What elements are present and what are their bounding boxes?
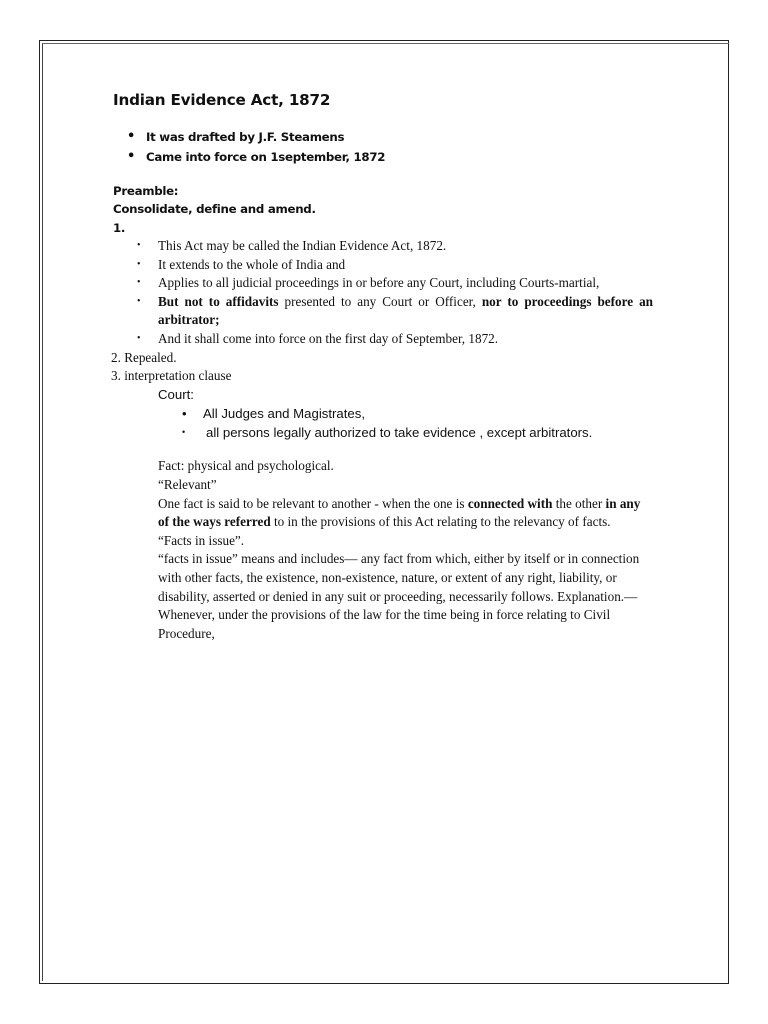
- item-text-bold: But not to affidavits: [158, 293, 279, 309]
- item-text-bold: nor to proceedings before an arbitrator;: [158, 293, 654, 328]
- definition-text: the other: [552, 495, 606, 511]
- definition-text: to in the provisions of this Act relating to the relevancy of facts.: [270, 514, 611, 530]
- court-block: [158, 386, 673, 443]
- court-list-item: • all persons legally authorized to take evidence , except arbitrators.: [158, 423, 673, 442]
- fact-line: Fact: physical and psychological.: [158, 458, 334, 474]
- definition-text-bold: connected with: [467, 495, 553, 511]
- relevant-definition: [158, 495, 653, 532]
- definition-text-bold: in any of the ways referred: [158, 495, 641, 530]
- section-one-item: [113, 293, 673, 330]
- court-list: [158, 404, 673, 442]
- section-one-item: [113, 256, 673, 275]
- preamble-text: Consolidate, define and amend.: [113, 202, 316, 217]
- relevant-heading: “Relevant”: [158, 477, 217, 493]
- section-three: 3. interpretation clause: [111, 368, 232, 384]
- item-text: It extends to the whole of India and: [158, 256, 346, 272]
- section-one-item: [113, 237, 673, 256]
- intro-bullet-item: • Came into force on 1september, 1872: [113, 147, 673, 167]
- section-one-item: [113, 330, 673, 349]
- section-one-label: 1.: [113, 220, 126, 235]
- facts-in-issue-definition: “facts in issue” means and includes— any fact from which, either by itself or in connection with other facts, the existence, non-existence, nature, or extent of any right, liability, or disability, asserted or denied in any suit or proceeding, necessarily follows. Explanation.— Whenever, under the provisions of the law for the time being in force relating to Civil Procedure,: [158, 551, 640, 641]
- document-title: Indian Evidence Act, 1872: [113, 91, 331, 109]
- preamble-label: Preamble:: [113, 183, 179, 198]
- section-two: 2. Repealed.: [111, 349, 177, 365]
- court-list-item: • All Judges and Magistrates,: [158, 404, 673, 423]
- facts-in-issue-heading: “Facts in issue”.: [158, 532, 245, 548]
- fact-block: [158, 457, 653, 643]
- court-label: Court:: [158, 386, 194, 402]
- item-text: And it shall come into force on the first day of September, 1872.: [158, 331, 499, 347]
- intro-bullet-item: • It was drafted by J.F. Steamens: [113, 127, 673, 147]
- document-body: [113, 91, 673, 643]
- item-text: Applies to all judicial proceedings in or before any Court, including Courts-martial,: [158, 275, 600, 291]
- section-one-list: [113, 237, 673, 349]
- item-text: This Act may be called the Indian Evidence Act, 1872.: [158, 238, 447, 254]
- item-text: presented to any Court or Officer,: [278, 293, 482, 309]
- intro-bullet-list: [113, 127, 673, 167]
- definition-text: One fact is said to be relevant to another - when the one is: [158, 495, 468, 511]
- section-one-item: [113, 274, 673, 293]
